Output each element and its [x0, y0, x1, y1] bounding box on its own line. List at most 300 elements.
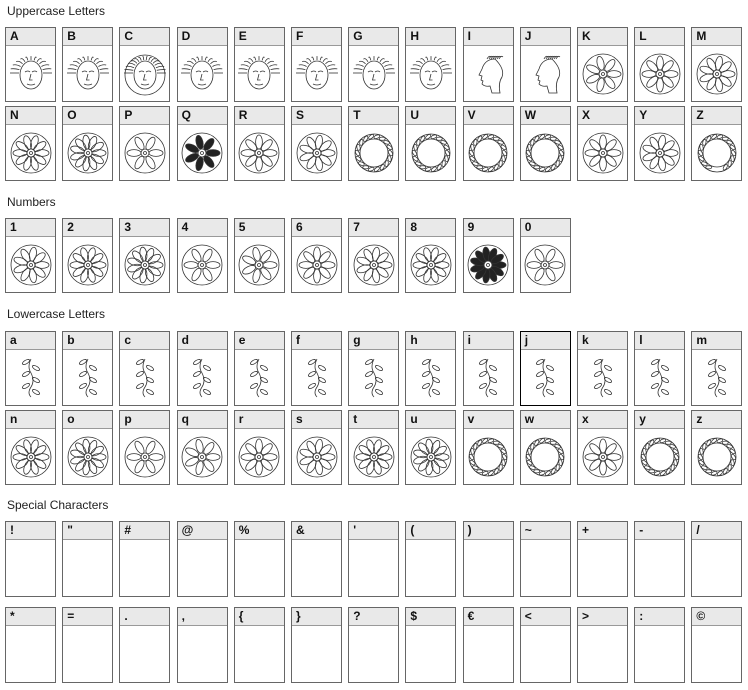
glyph-cell[interactable]: [348, 607, 399, 683]
glyph-cell[interactable]: [177, 218, 228, 293]
glyph-cell-label: f: [292, 332, 341, 350]
glyph-cell[interactable]: [62, 218, 113, 293]
glyph-cell[interactable]: [62, 106, 113, 181]
glyph-cell[interactable]: [119, 607, 170, 683]
glyph-cell[interactable]: [520, 106, 571, 181]
glyph-cell-label: r: [235, 411, 284, 429]
glyph-cell-label: -: [635, 522, 684, 540]
glyph-cell-label: 7: [349, 219, 398, 237]
glyph-cell-label: 4: [178, 219, 227, 237]
glyph-preview: [692, 429, 741, 484]
glyph-cell-label: 2: [63, 219, 112, 237]
glyph-cell[interactable]: [348, 521, 399, 597]
face-ornament-icon: [351, 51, 397, 97]
rosette-ornament-icon: [65, 242, 111, 288]
glyph-preview: [292, 237, 341, 292]
glyph-cell-label: ?: [349, 608, 398, 626]
glyph-cell-label: U: [406, 107, 455, 125]
rosette-ornament-icon: [122, 130, 168, 176]
glyph-cell-label: 3: [120, 219, 169, 237]
glyph-preview: [349, 125, 398, 180]
glyph-cell[interactable]: [520, 27, 571, 102]
glyph-cell[interactable]: [691, 521, 742, 597]
wreath-ornament-icon: [351, 130, 397, 176]
glyph-preview: [349, 429, 398, 484]
glyph-preview: [178, 46, 227, 101]
glyph-cell[interactable]: [177, 27, 228, 102]
glyph-cell[interactable]: [577, 410, 628, 485]
glyph-cell[interactable]: [348, 331, 399, 406]
glyph-cell-label: &: [292, 522, 341, 540]
glyph-cell[interactable]: [405, 331, 456, 406]
glyph-preview: [578, 125, 627, 180]
glyph-preview: [692, 626, 741, 682]
glyph-cell[interactable]: [691, 27, 742, 102]
glyph-cell[interactable]: [634, 410, 685, 485]
glyph-preview: [464, 350, 513, 405]
face-ornament-icon: [8, 51, 54, 97]
glyph-preview: [292, 46, 341, 101]
glyph-preview: [349, 540, 398, 596]
wreath-ornament-icon: [522, 130, 568, 176]
rosette-ornament-icon: [694, 51, 740, 97]
glyph-cell-label: ©: [692, 608, 741, 626]
glyph-cell-label: D: [178, 28, 227, 46]
glyph-cell-label: O: [63, 107, 112, 125]
section-title-special: Special Characters: [7, 498, 109, 512]
glyph-preview: [464, 429, 513, 484]
glyph-preview: [178, 429, 227, 484]
rosette-ornament-icon: [580, 434, 626, 480]
glyph-cell-label: :: [635, 608, 684, 626]
glyph-cell[interactable]: [291, 521, 342, 597]
glyph-preview: [406, 46, 455, 101]
glyph-cell[interactable]: [405, 106, 456, 181]
glyph-cell[interactable]: [119, 106, 170, 181]
rosette-ornament-icon: [179, 434, 225, 480]
glyph-cell-label: d: [178, 332, 227, 350]
glyph-cell[interactable]: [634, 607, 685, 683]
glyph-cell[interactable]: [5, 607, 56, 683]
glyph-preview: [120, 350, 169, 405]
glyph-cell[interactable]: [234, 106, 285, 181]
rosette-dark-ornament-icon: [179, 130, 225, 176]
vine-ornament-icon: [694, 355, 740, 401]
rosette-ornament-icon: [408, 242, 454, 288]
glyph-cell-label: y: [635, 411, 684, 429]
glyph-cell-label: $: [406, 608, 455, 626]
face-ornament-icon: [65, 51, 111, 97]
rosette-ornament-icon: [65, 434, 111, 480]
rosette-ornament-icon: [236, 242, 282, 288]
rosette-ornament-icon: [122, 434, 168, 480]
glyph-cell-label: ,: [178, 608, 227, 626]
glyph-cell-label: w: [521, 411, 570, 429]
glyph-preview: [635, 125, 684, 180]
glyph-cell[interactable]: [177, 331, 228, 406]
glyph-cell[interactable]: [348, 27, 399, 102]
glyph-cell[interactable]: [62, 331, 113, 406]
glyph-preview: [464, 46, 513, 101]
profile-ornament-icon: [522, 51, 568, 97]
vine-ornament-icon: [65, 355, 111, 401]
glyph-cell[interactable]: [520, 410, 571, 485]
glyph-cell-label: R: [235, 107, 284, 125]
glyph-cell[interactable]: [520, 218, 571, 293]
glyph-cell[interactable]: [119, 331, 170, 406]
glyph-cell[interactable]: [119, 27, 170, 102]
glyph-cell-label: 6: [292, 219, 341, 237]
glyph-cell-label: V: [464, 107, 513, 125]
glyph-preview: [63, 429, 112, 484]
glyph-cell[interactable]: [634, 521, 685, 597]
glyph-preview: [120, 46, 169, 101]
glyph-cell[interactable]: [5, 410, 56, 485]
glyph-cell[interactable]: [291, 106, 342, 181]
vine-ornament-icon: [408, 355, 454, 401]
glyph-preview: [6, 46, 55, 101]
glyph-cell-label: >: [578, 608, 627, 626]
glyph-cell-label: b: [63, 332, 112, 350]
rosette-ornament-icon: [294, 242, 340, 288]
glyph-preview: [406, 429, 455, 484]
glyph-cell-label: l: [635, 332, 684, 350]
glyph-cell[interactable]: [177, 106, 228, 181]
glyph-preview: [635, 350, 684, 405]
glyph-cell[interactable]: [634, 27, 685, 102]
glyph-cell-label: s: [292, 411, 341, 429]
vine-ornament-icon: [122, 355, 168, 401]
glyph-cell[interactable]: [520, 521, 571, 597]
glyph-cell-label: x: [578, 411, 627, 429]
rosette-ornament-icon: [580, 51, 626, 97]
glyph-preview: [635, 626, 684, 682]
glyph-preview: [692, 540, 741, 596]
wreath-ornament-icon: [694, 434, 740, 480]
glyph-preview: [63, 350, 112, 405]
glyph-preview: [6, 540, 55, 596]
glyph-cell-label: #: [120, 522, 169, 540]
glyph-preview: [235, 626, 284, 682]
glyph-cell-label: J: [521, 28, 570, 46]
glyph-cell[interactable]: [62, 410, 113, 485]
glyph-preview: [6, 237, 55, 292]
glyph-preview: [349, 350, 398, 405]
glyph-preview: [6, 350, 55, 405]
glyph-cell[interactable]: [348, 410, 399, 485]
glyph-preview: [120, 237, 169, 292]
glyph-preview: [521, 237, 570, 292]
glyph-preview: [120, 626, 169, 682]
glyph-preview: [292, 125, 341, 180]
vine-ornament-icon: [8, 355, 54, 401]
glyph-preview: [120, 429, 169, 484]
glyph-cell-label: W: [521, 107, 570, 125]
rosette-ornament-icon: [236, 434, 282, 480]
glyph-preview: [406, 350, 455, 405]
glyph-cell[interactable]: [405, 410, 456, 485]
glyph-cell-label: Z: [692, 107, 741, 125]
glyph-cell-label: z: [692, 411, 741, 429]
glyph-cell-label: ': [349, 522, 398, 540]
glyph-cell[interactable]: [291, 410, 342, 485]
glyph-cell-label: o: [63, 411, 112, 429]
wreath-ornament-icon: [465, 130, 511, 176]
glyph-cell-label: }: [292, 608, 341, 626]
glyph-cell-label: (: [406, 522, 455, 540]
glyph-cell[interactable]: [463, 27, 514, 102]
glyph-cell-label: 9: [464, 219, 513, 237]
glyph-cell-label: H: [406, 28, 455, 46]
glyph-preview: [635, 46, 684, 101]
glyph-cell[interactable]: [463, 607, 514, 683]
glyph-preview: [464, 237, 513, 292]
glyph-preview: [464, 626, 513, 682]
glyph-preview: [692, 350, 741, 405]
rosette-ornament-icon: [65, 130, 111, 176]
glyph-cell-label: C: [120, 28, 169, 46]
section-title-numbers: Numbers: [7, 195, 56, 209]
rosette-ornament-icon: [351, 434, 397, 480]
vine-ornament-icon: [351, 355, 397, 401]
glyph-preview: [63, 237, 112, 292]
glyph-cell-label: K: [578, 28, 627, 46]
glyph-cell[interactable]: [463, 521, 514, 597]
rosette-ornament-icon: [351, 242, 397, 288]
glyph-preview: [235, 429, 284, 484]
glyph-preview: [578, 626, 627, 682]
glyph-cell[interactable]: [634, 331, 685, 406]
face-ornament-icon: [179, 51, 225, 97]
glyph-cell[interactable]: [62, 521, 113, 597]
glyph-cell-label: I: [464, 28, 513, 46]
glyph-cell[interactable]: [291, 218, 342, 293]
glyph-cell-label: A: [6, 28, 55, 46]
glyph-preview: [292, 626, 341, 682]
glyph-cell[interactable]: [634, 106, 685, 181]
glyph-cell[interactable]: [177, 410, 228, 485]
glyph-preview: [235, 237, 284, 292]
glyph-preview: [349, 237, 398, 292]
rosette-ornament-icon: [8, 130, 54, 176]
glyph-cell[interactable]: [691, 106, 742, 181]
glyph-cell[interactable]: [520, 331, 571, 406]
glyph-cell-label: €: [464, 608, 513, 626]
glyph-preview: [692, 46, 741, 101]
vine-ornament-icon: [179, 355, 225, 401]
wreath-ornament-icon: [408, 130, 454, 176]
glyph-preview: [406, 237, 455, 292]
glyph-cell[interactable]: [405, 521, 456, 597]
glyph-cell[interactable]: [5, 331, 56, 406]
glyph-cell-label: M: [692, 28, 741, 46]
glyph-preview: [292, 540, 341, 596]
glyph-cell[interactable]: [463, 331, 514, 406]
glyph-cell-label: .: [120, 608, 169, 626]
glyph-cell-label: v: [464, 411, 513, 429]
glyph-cell-label: a: [6, 332, 55, 350]
glyph-preview: [6, 429, 55, 484]
glyph-cell[interactable]: [291, 27, 342, 102]
glyph-preview: [521, 46, 570, 101]
glyph-cell[interactable]: [234, 331, 285, 406]
glyph-cell[interactable]: [5, 27, 56, 102]
glyph-preview: [578, 350, 627, 405]
glyph-preview: [178, 626, 227, 682]
glyph-cell-label: p: [120, 411, 169, 429]
glyph-preview: [235, 125, 284, 180]
glyph-cell-label: <: [521, 608, 570, 626]
glyph-cell-label: P: [120, 107, 169, 125]
glyph-cell-label: @: [178, 522, 227, 540]
glyph-cell[interactable]: [234, 410, 285, 485]
face-ornament-icon: [294, 51, 340, 97]
rosette-ornament-icon: [522, 242, 568, 288]
glyph-preview: [120, 125, 169, 180]
rosette-ornament-icon: [179, 242, 225, 288]
glyph-preview: [235, 46, 284, 101]
vine-ornament-icon: [580, 355, 626, 401]
glyph-cell[interactable]: [691, 410, 742, 485]
glyph-cell[interactable]: [5, 218, 56, 293]
glyph-cell-label: T: [349, 107, 398, 125]
glyph-preview: [120, 540, 169, 596]
glyph-cell-label: F: [292, 28, 341, 46]
glyph-preview: [578, 429, 627, 484]
glyph-cell-label: L: [635, 28, 684, 46]
rosette-ornament-icon: [8, 434, 54, 480]
glyph-cell[interactable]: [177, 521, 228, 597]
glyph-cell[interactable]: [405, 607, 456, 683]
glyph-cell-label: 0: [521, 219, 570, 237]
glyph-cell[interactable]: [577, 106, 628, 181]
glyph-preview: [521, 125, 570, 180]
glyph-cell[interactable]: [5, 521, 56, 597]
rosette-ornament-icon: [637, 130, 683, 176]
glyph-cell[interactable]: [177, 607, 228, 683]
glyph-cell[interactable]: [463, 218, 514, 293]
glyph-cell-label: 1: [6, 219, 55, 237]
glyph-preview: [178, 540, 227, 596]
vine-ornament-icon: [236, 355, 282, 401]
wreath-open-ornament-icon: [694, 130, 740, 176]
glyph-cell[interactable]: [348, 106, 399, 181]
section-title-uppercase: Uppercase Letters: [7, 4, 106, 18]
glyph-cell-label: u: [406, 411, 455, 429]
glyph-cell-label: ": [63, 522, 112, 540]
glyph-cell-label: k: [578, 332, 627, 350]
glyph-preview: [235, 540, 284, 596]
glyph-cell[interactable]: [405, 218, 456, 293]
vine-ornament-icon: [637, 355, 683, 401]
glyph-cell-label: e: [235, 332, 284, 350]
glyph-preview: [578, 46, 627, 101]
glyph-cell-label: Q: [178, 107, 227, 125]
glyph-cell-label: n: [6, 411, 55, 429]
glyph-preview: [349, 626, 398, 682]
glyph-cell[interactable]: [463, 410, 514, 485]
lion-ornament-icon: [122, 51, 168, 97]
glyph-cell[interactable]: [119, 521, 170, 597]
glyph-cell[interactable]: [234, 27, 285, 102]
glyph-cell[interactable]: [577, 607, 628, 683]
glyph-cell-label: q: [178, 411, 227, 429]
glyph-preview: [349, 46, 398, 101]
glyph-preview: [692, 125, 741, 180]
glyph-cell[interactable]: [577, 331, 628, 406]
glyph-cell-label: 8: [406, 219, 455, 237]
glyph-cell-label: t: [349, 411, 398, 429]
glyph-preview: [6, 125, 55, 180]
glyph-cell-label: N: [6, 107, 55, 125]
glyph-cell[interactable]: [691, 331, 742, 406]
vine-ornament-icon: [522, 355, 568, 401]
glyph-preview: [178, 125, 227, 180]
glyph-preview: [63, 46, 112, 101]
glyph-preview: [178, 237, 227, 292]
glyph-cell[interactable]: [463, 106, 514, 181]
glyph-preview: [521, 626, 570, 682]
glyph-cell[interactable]: [405, 27, 456, 102]
glyph-cell[interactable]: [62, 27, 113, 102]
glyph-cell[interactable]: [234, 521, 285, 597]
glyph-cell[interactable]: [348, 218, 399, 293]
glyph-cell[interactable]: [291, 607, 342, 683]
glyph-preview: [178, 350, 227, 405]
glyph-cell[interactable]: [234, 218, 285, 293]
face-ornament-icon: [236, 51, 282, 97]
glyph-preview: [292, 429, 341, 484]
glyph-preview: [63, 125, 112, 180]
glyph-cell[interactable]: [577, 27, 628, 102]
glyph-cell-label: B: [63, 28, 112, 46]
section-title-lowercase: Lowercase Letters: [7, 307, 106, 321]
glyph-cell[interactable]: [691, 607, 742, 683]
glyph-cell[interactable]: [119, 218, 170, 293]
profile-ornament-icon: [465, 51, 511, 97]
rosette-ornament-icon: [408, 434, 454, 480]
glyph-cell-label: ~: [521, 522, 570, 540]
rosette-ornament-icon: [122, 242, 168, 288]
glyph-cell-label: g: [349, 332, 398, 350]
glyph-preview: [235, 350, 284, 405]
glyph-cell[interactable]: [119, 410, 170, 485]
rosette-ornament-icon: [580, 130, 626, 176]
glyph-cell[interactable]: [234, 607, 285, 683]
glyph-preview: [63, 540, 112, 596]
vine-ornament-icon: [294, 355, 340, 401]
glyph-cell[interactable]: [62, 607, 113, 683]
glyph-cell-label: j: [521, 332, 570, 350]
glyph-cell-label: +: [578, 522, 627, 540]
rosette-dark-ornament-icon: [465, 242, 511, 288]
glyph-preview: [635, 540, 684, 596]
wreath-ornament-icon: [637, 434, 683, 480]
vine-ornament-icon: [465, 355, 511, 401]
glyph-cell-label: G: [349, 28, 398, 46]
wreath-ornament-icon: [522, 434, 568, 480]
glyph-preview: [521, 429, 570, 484]
face-ornament-icon: [408, 51, 454, 97]
glyph-cell[interactable]: [577, 521, 628, 597]
glyph-cell[interactable]: [520, 607, 571, 683]
glyph-cell-label: m: [692, 332, 741, 350]
glyph-cell[interactable]: [5, 106, 56, 181]
glyph-cell-label: ): [464, 522, 513, 540]
glyph-cell[interactable]: [291, 331, 342, 406]
glyph-preview: [464, 125, 513, 180]
glyph-cell-label: i: [464, 332, 513, 350]
